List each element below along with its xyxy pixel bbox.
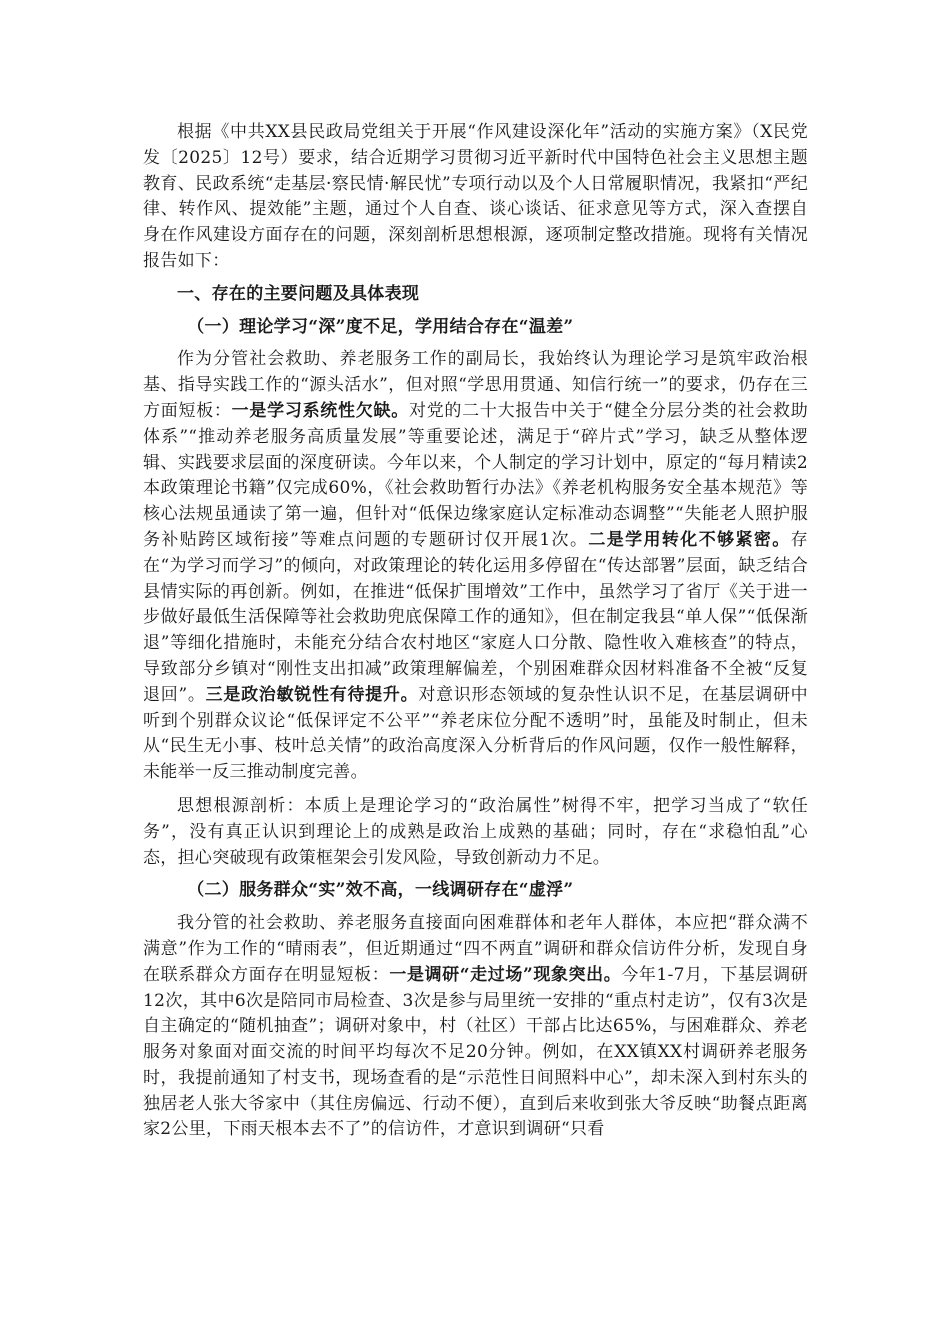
text-run: 今年1-7月，下基层调研12次，其中6次是陪同市局检查、3次是参与局里统一安排的“重点村走访”，仅有3次是自主确定的“随机抽查”；调研对象中，村（社区）干部占比达65%，与困难群众、养老服务对象面对面交流的时间平均每次不足20分钟。例如，在XX镇XX村调研养老服务时，我提前通知了村支书，现场查看的是“示范性日间照料中心”，却未深入到村东头的独居老人张大爷家中（其住房偏远、行动不便），直到后来收到张大爷反映“助餐点距离家2公里，下雨天根本去不了”的信访件，才意识到调研“只看 — [143, 964, 808, 1140]
bold-point-2: 二是学用转化不够紧密。 — [588, 529, 791, 550]
intro-paragraph: 根据《中共XX县民政局党组关于开展“作风建设深化年”活动的实施方案》（X民党发〔2025〕12号）要求，结合近期学习贯彻习近平新时代中国特色社会主义思想主题教育、民政系统“走基层·察民情·解民忧”专项行动以及个人日常履职情况，我紧扣“严纪律、转作风、提效能”主题，通过个人自查、谈心谈话、征求意见等方式，深入查摆自身在作风建设方面存在的问题，深刻剖析思想根源，逐项制定整改措施。现将有关情况报告如下： — [143, 122, 808, 271]
bold-point-3: 三是政治敏锐性有待提升。 — [205, 684, 419, 705]
subsection-1-paragraph-2: 思想根源剖析：本质上是理论学习的“政治属性”树得不牢，把学习当成了“软任务”，没有真正认识到理论上的成熟是政治上成熟的基础；同时，存在“求稳怕乱”心态，担心突破现有政策框架会引发风险，导致创新动力不足。 — [143, 795, 808, 868]
text-run: 作为分管社会救助、养老服务工作的副局长，我始终认为理论学习是筑牢政治根基、指导实践工作的“源头活水”，但对照“学思用贯通、知信行统一”的要求，仍存在三方面短板： — [143, 349, 808, 421]
text-run: 对党的二十大报告中关于“健全分层分类的社会救助体系”“推动养老服务高质量发展”等重要论述，满足于“碎片式”学习，缺乏从整体逻辑、实践要求层面的深度研读。今年以来，个人制定的学习计划中，原定的“每月精读2本政策理论书籍”仅完成60%，《社会救助暂行办法》《养老机构服务安全基本规范》等核心法规虽通读了第一遍，但针对“低保边缘家庭认定标准动态调整”“失能老人照护服务补贴跨区域衔接”等难点问题的专题研讨仅开展1次。 — [143, 400, 809, 550]
document-body — [143, 120, 808, 1143]
bold-point-1: 一是调研“走过场”现象突出。 — [389, 964, 622, 985]
section-heading-1: 一、存在的主要问题及具体表现 — [177, 283, 420, 304]
bold-point-1: 一是学习系统性欠缺。 — [231, 400, 409, 421]
subsection-heading-2: （二）服务群众“实”效不高，一线调研存在“虚浮” — [187, 880, 574, 901]
text-run: 对意识形态领域的复杂性认识不足，在基层调研中听到个别群众议论“低保评定不公平”“养老床位分配不透明”时，虽能及时制止，但未从“民生无小事、枝叶总关情”的政治高度深入分析背后的作风问题，仅作一般性解释，未能举一反三推动制度完善。 — [143, 684, 808, 783]
text-run: 我分管的社会救助、养老服务直接面向困难群体和老年人群体，本应把“群众满不满意”作为工作的“晴雨表”，但近期通过“四不两直”调研和群众信访件分析，发现自身在联系群众方面存在明显短板： — [143, 913, 808, 985]
subsection-2-paragraph-1 — [143, 911, 808, 1143]
subsection-1-paragraph-1 — [143, 347, 808, 786]
text-run: 存在“为学习而学习”的倾向，对政策理论的转化运用多停留在“传达部署”层面，缺乏结合县情实际的再创新。例如，在推进“低保扩围增效”工作中，虽然学习了省厅《关于进一步做好最低生活保障等社会救助兜底保障工作的通知》，但在制定我县“单人保”“低保渐退”等细化措施时，未能充分结合农村地区“家庭人口分散、隐性收入难核查”的特点，导致部分乡镇对“刚性支出扣减”政策理解偏差，个别困难群众因材料准备不全被“反复退回”。 — [143, 529, 808, 705]
subsection-heading-1: （一）理论学习“深”度不足，学用结合存在“温差” — [187, 316, 574, 337]
